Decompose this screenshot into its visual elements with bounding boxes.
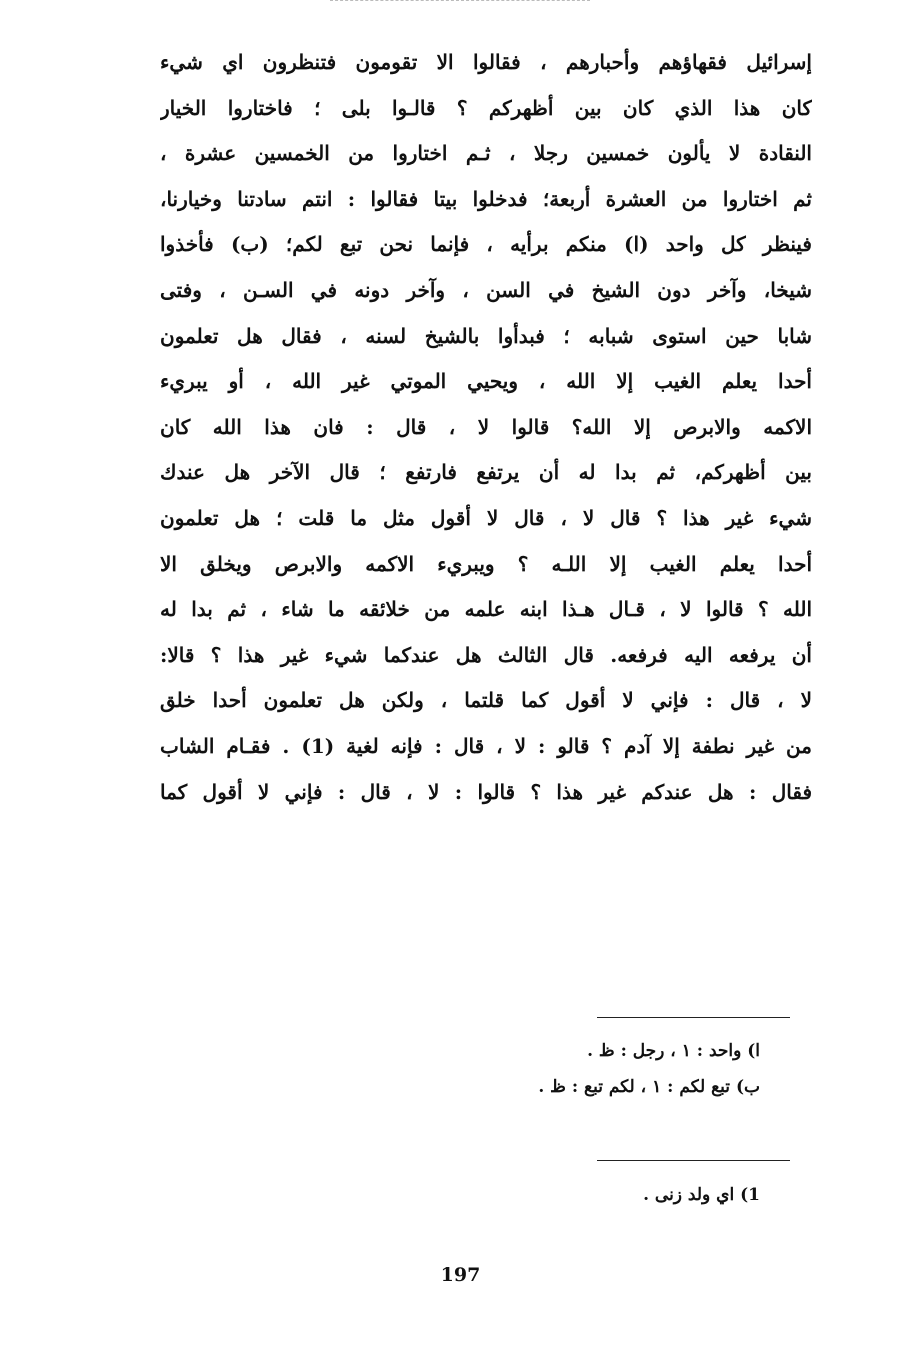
text-line: فقال : هل عندكم غير هذا ؟ قالوا : لا ، قال : فإني لا أقول كما: [160, 779, 812, 804]
footnote-separator: [597, 1160, 790, 1161]
text-line: الله ؟ قالوا لا ، قـال هـذا ابنه علمه من خلائقه ما شاء ، ثم بدا له: [160, 597, 812, 622]
footnote: 1) اي ولد زنى .: [643, 1185, 760, 1205]
text-line: شيخا، وآخر دون الشيخ في السن ، وآخر دونه في السـن ، وفتى: [160, 277, 812, 302]
text-line: شابا حين استوى شبابه ؛ فبدأوا بالشيخ لسنه ، فقال هل تعلمون: [160, 323, 812, 348]
variant-footnotes: [440, 1033, 760, 1105]
text-line: إسرائيل فقهاؤهم وأحبارهم ، فقالوا الا تقومون فتنظرون اي شيء: [160, 50, 812, 74]
text-line: أحدا يعلم الغيب إلا اللـه ؟ ويبريء الاكمه والابرص ويخلق الا: [160, 551, 812, 576]
text-line: بين أظهركم، ثم بدا له أن يرتفع فارتفع ؛ قال الآخر هل عندك: [160, 460, 812, 485]
footnote-separator: [597, 1017, 790, 1018]
text-line: من غير نطفة إلا آدم ؟ قالو : لا ، قال : فإنه لغية (1) . فقـام الشاب: [160, 733, 812, 758]
explanatory-footnotes: [440, 1177, 760, 1213]
text-line: ثم اختاروا من العشرة أربعة؛ فدخلوا بيتا فقالوا : انتم سادتنا وخيارنا،: [160, 186, 812, 211]
text-line: أن يرفعه اليه فرفعه. قال الثالث هل عندكما شيء غير هذا ؟ قالا:: [160, 642, 812, 667]
footnote: ب) تبع لكم : ١ ، لكم تبع : ظ .: [538, 1077, 760, 1097]
text-line: شيء غير هذا ؟ قال لا ، قال لا أقول مثل ما قلت ؛ هل تعلمون: [160, 505, 812, 530]
text-line: الاكمه والابرص إلا الله؟ قالوا لا ، قال : فان هذا الله كان: [160, 414, 812, 439]
text-line: أحدا يعلم الغيب إلا الله ، ويحيي الموتي غير الله ، أو يبريء: [160, 369, 812, 394]
text-line: لا ، قال : فإني لا أقول كما قلتما ، ولكن هل تعلمون أحدا خلق: [160, 688, 812, 713]
main-text: [160, 40, 812, 815]
page-number: 197: [440, 1264, 481, 1286]
top-edge-dashes: [330, 0, 590, 7]
text-line: النقادة لا يألون خمسين رجلا ، ثـم اختاروا من الخمسين عشرة ،: [160, 141, 812, 166]
text-line: فينظر كل واحد (ا) منكم برأيه ، فإنما نحن تبع لكم؛ (ب) فأخذوا: [160, 232, 812, 257]
footnote: ا) واحد : ١ ، رجل : ظ .: [587, 1041, 760, 1061]
text-line: كان هذا الذي كان بين أظهركم ؟ قالـوا بلى ؛ فاختاروا الخيار: [160, 95, 812, 120]
